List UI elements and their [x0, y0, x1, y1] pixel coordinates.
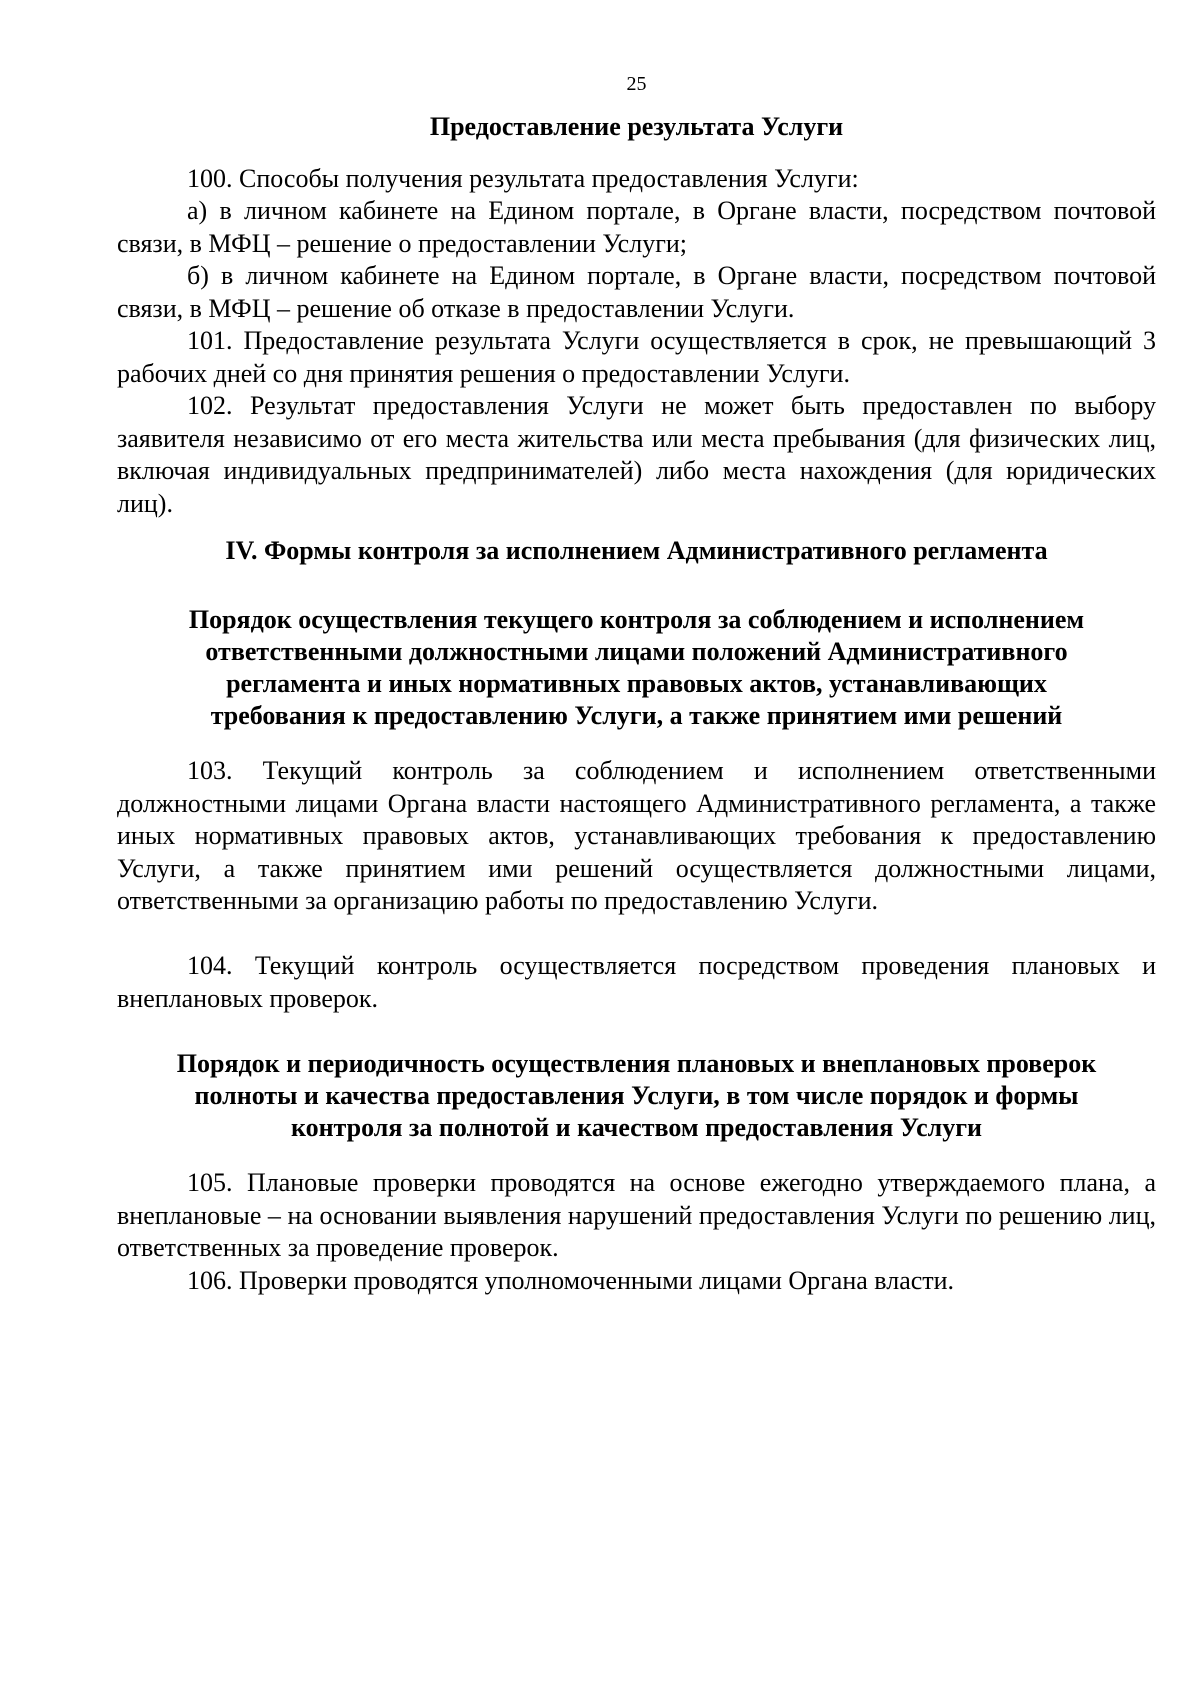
paragraph-100: 100. Способы получения результата предоставления Услуги: — [187, 164, 859, 193]
paragraph-105: 105. Плановые проверки проводятся на основе ежегодно утверждаемого плана, а внеплановые – на основании выявления нарушений предоставления Услуги по решению лиц, ответственных за проведение проверок. — [117, 1168, 1156, 1262]
paragraph-102: 102. Результат предоставления Услуги не может быть предоставлен по выбору заявителя независимо от его места жительства или места пребывания (для физических лиц, включая индивидуальных предпринимателей) либо места нахождения (для юридических лиц). — [117, 391, 1156, 518]
paragraph-100-b: б) в личном кабинете на Едином портале, в Органе власти, посредством почтовой связи, в МФЦ – решение об отказе в предоставлении Услуги. — [117, 261, 1156, 323]
inspections-heading-line: полноты и качества предоставления Услуги, в том числе порядок и формы — [194, 1081, 1079, 1110]
current-control-heading-line: регламента и иных нормативных правовых актов, устанавливающих — [226, 669, 1047, 698]
inspections-heading-line: контроля за полнотой и качеством предоставления Услуги — [290, 1113, 983, 1142]
paragraph-106: 106. Проверки проводятся уполномоченными лицами Органа власти. — [187, 1266, 955, 1295]
current-control-heading-line: требования к предоставлению Услуги, а также принятием ими решений — [210, 701, 1063, 730]
paragraph-104: 104. Текущий контроль осуществляется посредством проведения плановых и внеплановых проверок. — [117, 951, 1156, 1013]
paragraph-100-a: а) в личном кабинете на Едином портале, в Органе власти, посредством почтовой связи, в МФЦ – решение о предоставлении Услуги; — [117, 196, 1156, 258]
paragraph-101: 101. Предоставление результата Услуги осуществляется в срок, не превышающий 3 рабочих дней со дня принятия решения о предоставлении Услуги. — [117, 326, 1156, 388]
inspections-heading-line: Порядок и периодичность осуществления плановых и внеплановых проверок — [176, 1049, 1097, 1078]
current-control-heading-line: Порядок осуществления текущего контроля за соблюдением и исполнением — [188, 605, 1085, 634]
paragraph-103: 103. Текущий контроль за соблюдением и исполнением ответственными должностными лицами Органа власти настоящего Административного регламента, а также иных нормативных правовых актов, устанавливающих требования к предоставлению Услуги, а также принятием ими решений осуществляется должностными лицами, ответственными за организацию работы по предоставлению Услуги. — [117, 756, 1156, 915]
page-number: 25 — [626, 73, 647, 95]
chapter-iv-heading: IV. Формы контроля за исполнением Административного регламента — [225, 536, 1048, 565]
current-control-heading-line: ответственными должностными лицами положений Административного — [205, 637, 1068, 666]
result-heading: Предоставление результата Услуги — [429, 112, 844, 141]
